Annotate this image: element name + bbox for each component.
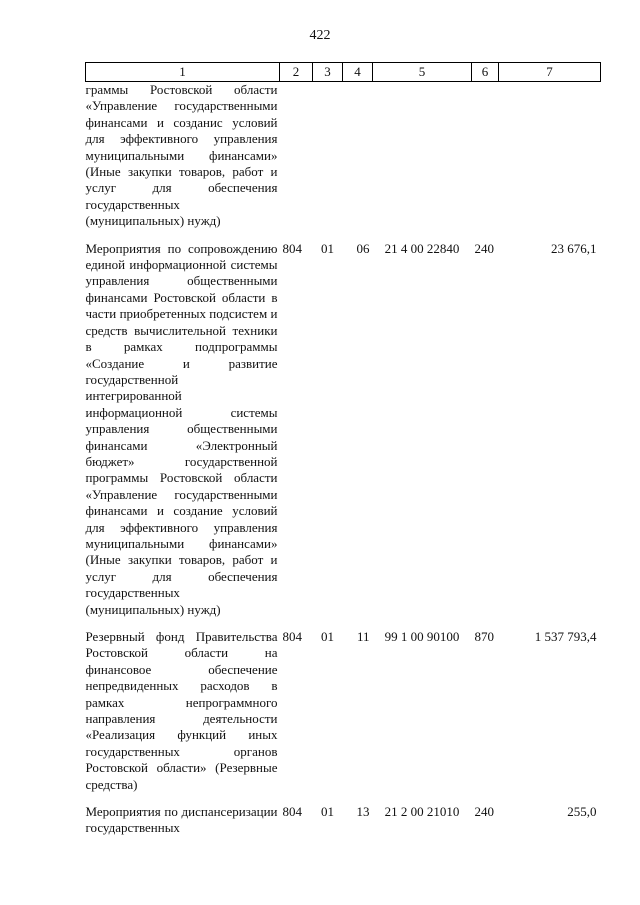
row-section-code: 01 bbox=[321, 629, 334, 644]
header-col-5: 5 bbox=[373, 63, 472, 82]
row-subsection-code: 06 bbox=[356, 240, 370, 256]
table-header-row bbox=[86, 63, 601, 82]
row-description: Мероприятия по диспансеризации государственных bbox=[85, 804, 278, 836]
row-target-article: 99 1 00 90100 bbox=[384, 629, 460, 644]
row-ministry-code bbox=[280, 82, 313, 241]
row-section-code: 01 bbox=[321, 804, 334, 820]
header-col-7: 7 bbox=[499, 63, 601, 82]
budget-table bbox=[85, 62, 601, 848]
row-target-article bbox=[373, 82, 472, 241]
row-amount bbox=[499, 82, 601, 241]
row-target-article: 21 2 00 21010 bbox=[384, 804, 460, 820]
row-target-article: 21 4 00 22840 bbox=[384, 240, 460, 256]
row-amount: 23 676,1 bbox=[551, 240, 597, 256]
row-section-code bbox=[313, 82, 343, 241]
header-col-2: 2 bbox=[280, 63, 313, 82]
row-amount: 1 537 793,4 bbox=[534, 629, 597, 644]
page-number: 422 bbox=[309, 28, 331, 43]
header-col-3: 3 bbox=[313, 63, 343, 82]
table-row bbox=[86, 804, 601, 848]
row-description: Резервный фонд Правительства Ростовской области на финансовое обеспечение непредвиденных расходов в рамках непрограммного направления деятельности «Реализация функций иных государственных органов Ростовской области» (Резервные средства) bbox=[85, 629, 278, 792]
table-row bbox=[86, 629, 601, 804]
header-col-1: 1 bbox=[86, 63, 280, 82]
row-subsection-code bbox=[343, 82, 373, 241]
row-ministry-code: 804 bbox=[282, 629, 302, 644]
row-ministry-code: 804 bbox=[282, 240, 302, 256]
row-section-code: 01 bbox=[321, 240, 334, 256]
row-expense-type bbox=[472, 82, 499, 241]
header-col-4: 4 bbox=[343, 63, 373, 82]
row-description: Мероприятия по сопровождению единой информационной системы управления общественными финансами Ростовской области в части приобретенных подсистем и средств вычислительной техники в рамках подпрограммы «Создание и развитие государственной интегрированной информационной системы управления общественными финансами «Электронный бюджет» государственной программы Ростовской области «Управление государственными финансами и создание условий для эффективного управления муниципальными финансами» (Иные закупки товаров, работ и услуг для обеспечения государственных (муниципальных) нужд) bbox=[85, 240, 278, 617]
row-ministry-code: 804 bbox=[282, 804, 302, 820]
row-subsection-code: 13 bbox=[356, 804, 370, 820]
table-row bbox=[86, 241, 601, 629]
row-amount: 255,0 bbox=[567, 804, 597, 820]
row-expense-type: 240 bbox=[474, 804, 494, 820]
row-expense-type: 240 bbox=[474, 240, 494, 256]
table-row bbox=[86, 82, 601, 241]
row-expense-type: 870 bbox=[474, 629, 494, 644]
header-col-6: 6 bbox=[472, 63, 499, 82]
row-description: граммы Ростовской области «Управление государственными финансами и созданис условий для эффективного управления муниципальными финансами» (Иные закупки товаров, работ и услуг для обеспечения государственных (муниципальных) нужд) bbox=[85, 82, 278, 229]
row-subsection-code: 11 bbox=[356, 629, 370, 644]
